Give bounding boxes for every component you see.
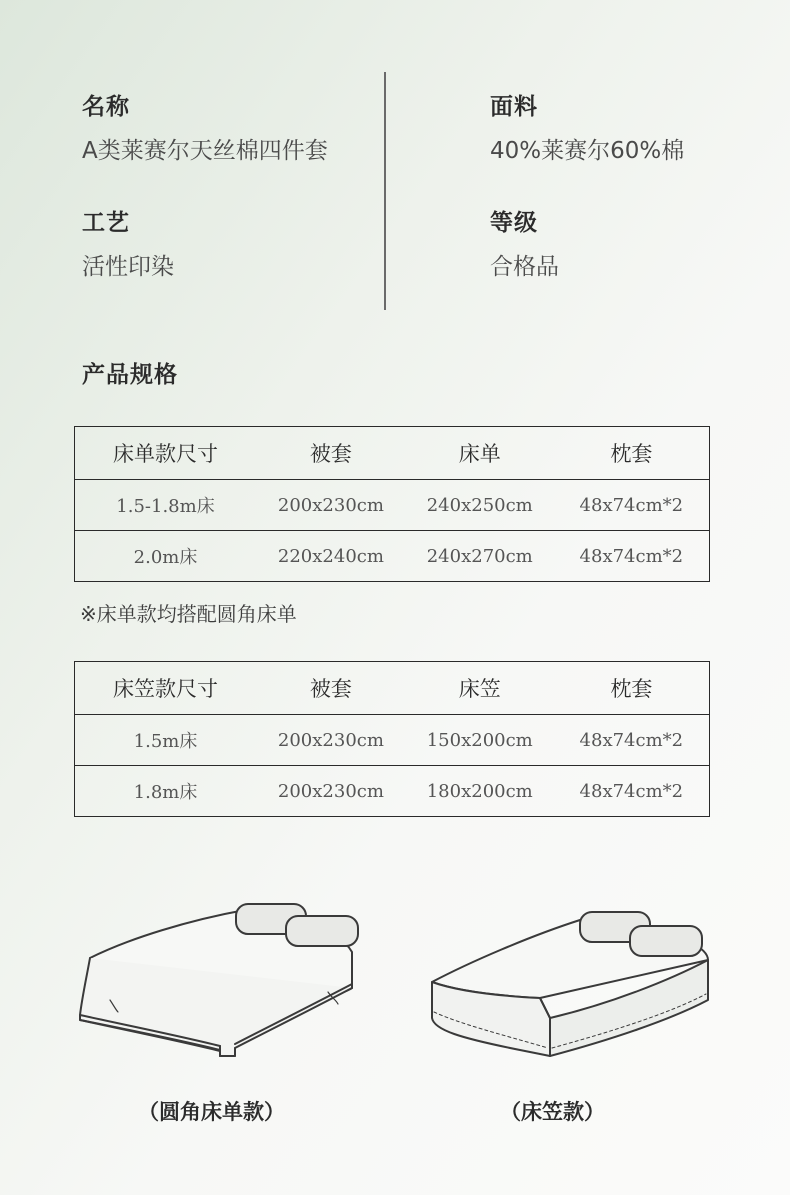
attr-grade-value: 合格品 [490,254,559,280]
table-cell: 240x270cm [406,531,554,582]
attr-craft-title: 工艺 [82,210,130,236]
attr-fabric-title: 面料 [490,94,538,120]
attributes-divider [384,72,386,310]
table-header-row [75,427,710,480]
attr-name-value: A类莱赛尔天丝棉四件套 [82,138,328,164]
table-header-row [75,662,710,715]
flat-sheet-caption: （圆角床单款） [138,1100,285,1124]
spec-table-flat-sheet [74,426,710,582]
table-cell: 200x230cm [256,766,406,817]
attr-grade-title: 等级 [490,210,538,236]
table-cell: 48x74cm*2 [554,715,710,766]
attr-name-title: 名称 [82,94,130,120]
table-cell: 180x200cm [406,766,554,817]
table-cell: 48x74cm*2 [554,766,710,817]
table-header-cell: 床笠 [458,677,501,701]
table-cell: 1.5-1.8m床 [75,480,257,531]
table-row [75,480,710,531]
table-header-cell: 床笠款尺寸 [113,677,218,701]
table-header-cell: 被套 [309,677,352,701]
flat-sheet-bed-illustration [70,880,380,1080]
table-cell: 2.0m床 [75,531,257,582]
table-cell: 200x230cm [256,480,406,531]
table-cell: 48x74cm*2 [554,480,710,531]
fitted-sheet-bed-illustration [420,900,720,1080]
table-cell: 240x250cm [406,480,554,531]
table-header-cell: 床单款尺寸 [113,442,218,466]
spec-section-title: 产品规格 [82,362,178,388]
attr-craft-value: 活性印染 [82,254,174,280]
attr-fabric-value: 40%莱赛尔60%棉 [490,138,685,164]
table-header-cell: 枕套 [610,677,653,701]
table-cell: 200x230cm [256,715,406,766]
table-row [75,531,710,582]
spec-table-fitted-sheet [74,661,710,817]
fitted-sheet-caption: （床笠款） [500,1100,605,1124]
table-cell: 1.5m床 [75,715,257,766]
table-cell: 48x74cm*2 [554,531,710,582]
flat-sheet-note: ※床单款均搭配圆角床单 [80,602,297,626]
table-row [75,715,710,766]
table-cell: 150x200cm [406,715,554,766]
table-row [75,766,710,817]
table-cell: 1.8m床 [75,766,257,817]
table-header-cell: 床单 [458,442,501,466]
table-cell: 220x240cm [256,531,406,582]
table-header-cell: 被套 [309,442,352,466]
table-header-cell: 枕套 [610,442,653,466]
